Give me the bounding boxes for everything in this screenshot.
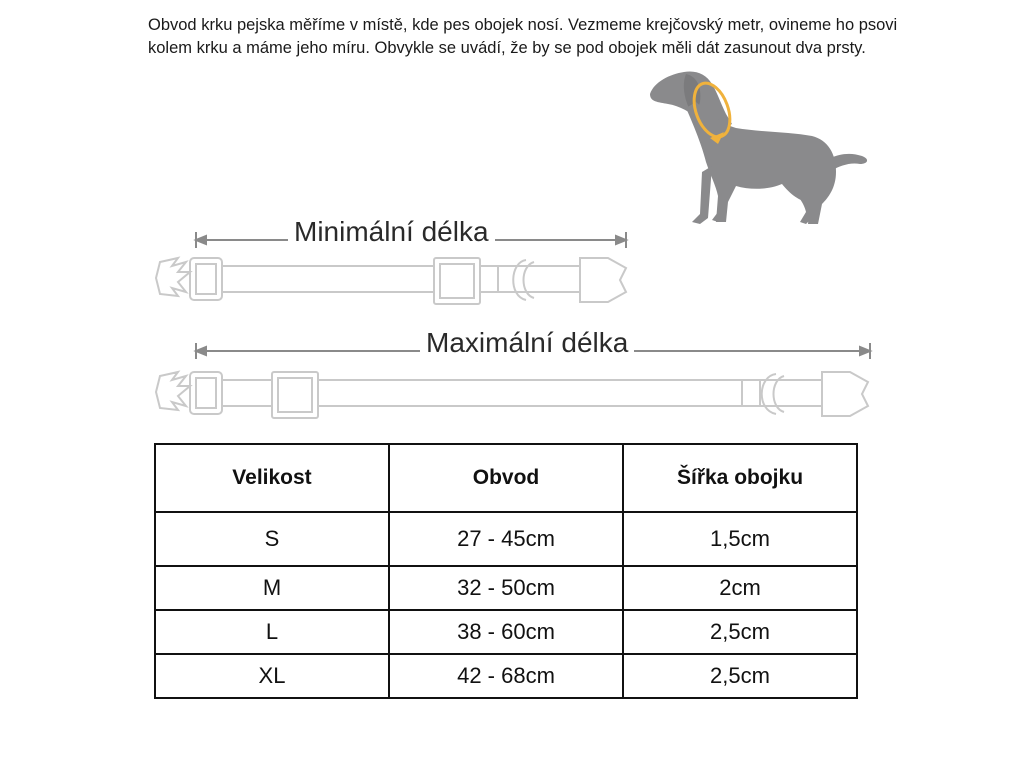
header-circumference: Obvod	[389, 444, 623, 512]
cell-size: M	[155, 566, 389, 610]
intro-text: Obvod krku pejska měříme v místě, kde pes obojek nosí. Vezmeme krejčovský metr, ovineme ho psovi kolem krku a máme jeho míru. Obvykle se uvádí, že by se pod obojek měli dát zasunout dva prsty.	[148, 16, 898, 57]
table-row	[155, 512, 857, 566]
cell-circumference: 38 - 60cm	[389, 610, 623, 654]
cell-circumference: 32 - 50cm	[389, 566, 623, 610]
cell-circumference: 27 - 45cm	[389, 512, 623, 566]
cell-size: XL	[155, 654, 389, 698]
maximal-length-label: Maximální délka	[420, 327, 634, 359]
cell-size: S	[155, 512, 389, 566]
table-header-row	[155, 444, 857, 512]
table-row	[155, 654, 857, 698]
header-size: Velikost	[155, 444, 389, 512]
table-row	[155, 566, 857, 610]
minimal-length-label: Minimální délka	[288, 216, 495, 248]
size-table	[154, 443, 858, 699]
cell-collar-width: 2,5cm	[623, 610, 857, 654]
header-collar-width: Šířka obojku	[623, 444, 857, 512]
cell-collar-width: 2cm	[623, 566, 857, 610]
cell-circumference: 42 - 68cm	[389, 654, 623, 698]
table-row	[155, 610, 857, 654]
cell-collar-width: 2,5cm	[623, 654, 857, 698]
cell-collar-width: 1,5cm	[623, 512, 857, 566]
cell-size: L	[155, 610, 389, 654]
